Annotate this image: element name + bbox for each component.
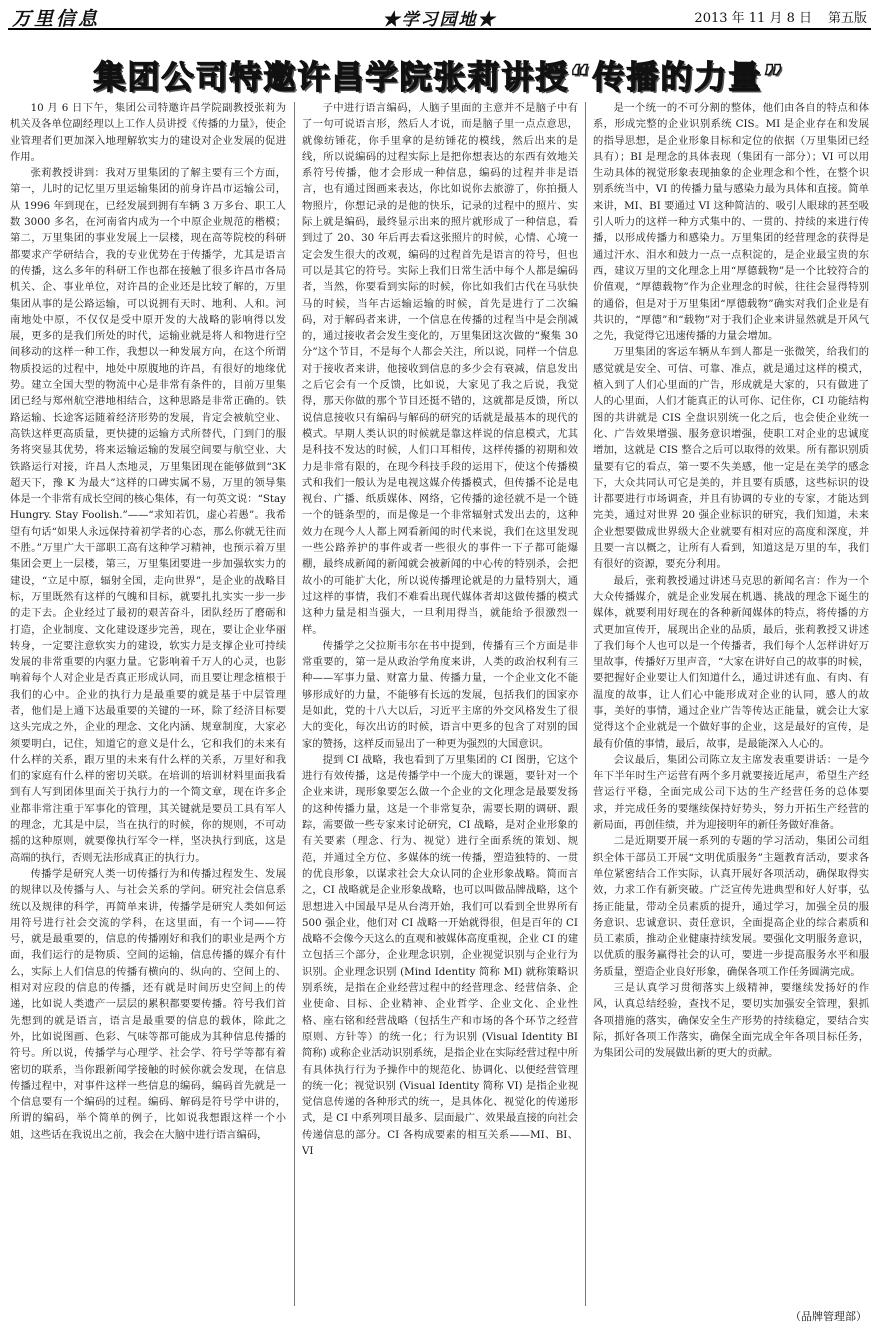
paragraph: 张莉教授讲到：我对万里集团的了解主要有三个方面，第一，儿时的记忆里万里运输集团的前身许昌市运输公司，从 1996 年到现在，已经发展到拥有车辆 3 万多台、职工人数 3000 多名，在河南省内成为一个中原企业规范的楷模；第二，万里集团的事业发展上一层楼，现在高等院校的科研都要求产学研结合，我的专业优势在于传播学，尤其是语言的传播，这么多年的科研工作也都在接触了很多许昌市各局机关、企、事业单位，对许昌的企业还是比较了解的，万里集团从事的是公路运输，可以说拥有天时、地利、人和。河南地处中原，不仅仅是受中原开发的大战略的影响得以发展，更多的是我们所处的时代，运输业就是将人和物进行空间移动的这样一种工作，我想以一种发展方向，在这个所谓物质投运的过程中，地处中原腹地的许昌，有很好的地缘优势。建立全国大型的物流中心是非常有条件的，目前万里集团已经与郑州航空港地相结合，这种思路是非常正确的。铁路运输、长途客运随着经济形势的发展，肯定会被航空业、高铁这样更高质量，更快捷的运输方式所替代，门到门的服务将突显其优势，将来运输运输的发展空间要与航空业、大铁路运行对接，许昌人杰地灵，万里集团现在能够做到“3K 超天下，豫 K 为最大”这样的口碑实属不易，万里的领导集体是一个非常有成长空间的核心集体，有一句英文说：“Stay Hungry. Stay Foolish.”——“求知若饥，虚心若愚”。我希望有句话“如果人永远保持着初学者的心态，那么你就无往而不胜。”万里广大干部职工高有这种学习精神，也预示着万里集团会更上一层楼，第三，万里集团要进一步加强软实力的建设，“立足中原，辐射全国，走向世界”，是企业的战略目标，万里既然有这样的气魄和目标，就要扎扎实实一步一步的走下去。企业经过了最初的艰苦奋斗，团队经历了磨砺和打造，企业制度、文化建设逐步完善，现在，要让企业华丽转身，一定要注意软实力的建设，软实力是支撑企业可持续发展的非常重要的内驱力量。它影响着千万人的心灵，也影响着每个人对企业是否真正形成认同，而且要让理念植根于我们的心中。企业的执行力是最重要的就是基于中层管理者，他们是上通下达最重要的关键的一环，除了经济目标要这头完成之外，企业的理念、文化内涵、规章制度，大家必须要明白，记住，知道它的意义是什么，它和我们的未来有什么样的关系，跟万里的未来有什么样的关系，万里好和我们的家庭有什么样的密切关联。在培训的培训材料里面我看到有人写到团体里面关于执行力的一个简文章，现在许多企业都非常注重于军事化的管理，其关键就是要员工具有军人的理念，尤其是中层，当在执行的时候，你的规则，不可动摇的这种原则，就要像执行军令一样，坚决执行到底，这是高端的执行，否则无法形成真正的执行力。 — [10, 167, 286, 864]
issue-info — [678, 7, 867, 26]
paragraph: 三是认真学习贯彻落实上级精神，要继续发扬好的作风，认真总结经验，查找不足，要切实加强安全管理，狠抓各项措施的落实，确保安全生产形势的持续稳定，要结合实际，抓好各项工作落实，确保全面完成全年各项目标任务，为集团公司的发展做出新的更大的贡献。 — [593, 982, 869, 1060]
section-title: ★学习园地★ — [382, 10, 497, 30]
article-headline: 集团公司特邀许昌学院张莉讲授“传播的力量” — [93, 58, 786, 96]
newspaper-name: 万里信息 — [12, 8, 101, 30]
paragraph: 10 月 6 日下午，集团公司特邀许昌学院副教授张莉为机关及各单位副经理以上工作人员讲授《传播的力量》，使企业管理者们更加深入地理解软实力的建设对企业发展的促进作用。 — [10, 102, 286, 163]
paragraph: 提到 CI 战略，我也看到了万里集团的 CI 图册，它这个进行有效传播，这是传播学中一个庞大的课题，要针对一个企业来讲，现形象要怎么做一个企业的文化理念是最要发扬的这种传播力量，这是一个非常复杂，需要长期的调研、跟踪，需要做一些专家来讨论研究，CI 战略，是对企业形象的有关要素（理念、行为、视觉）进行全面系统的策划、规范，并通过全方位、多媒体的统一传播，塑造独特的、一贯的优良形象，以谋求社会大众认同的企业形象战略。简而言之，CI 战略就是企业形象战略，也可以叫做品牌战略，这个思想进入中国最早是从台湾开始，我们可以看到全世界所有 500 强企业，他们对 CI 战略一开始就得很，但是百年的 CI 战略不会像今天这么的直观和被媒体高度重视，企业 CI 的建立包括三个部分，企业理念识别，企业视觉识别与企业行为识别。企业理念识别 (Mind Identity 简称 MI) 就称策略识别系统，是指在企业经营过程中的经营理念、经营信条、企业使命、目标、企业精神、企业哲学、企业文化、企业性格、座右铭和经营战略（包括生产和市场的各个环节之经营原则、方针等）的统一化；行为识别 (Visual Identity BI 简称) 或称企业活动识别系统，是指企业在实际经营过程中所有具体执行行为予操作中的规范化、协调化、以便经营管理的统一化；视觉识别 (Visual Identity 简称 VI) 是指企业视觉信息传递的各种形式的统一，是具体化、视觉化的传递形式，是 CI 中系列项目最多、层面最广、效果最直接的向社会传递信息的部分。CI 各构成要素的相互关系——MI、BI、VI — [302, 753, 578, 1157]
article-column-2 — [302, 100, 578, 1308]
paragraph: 是一个统一的不可分割的整体，他们由各自的特点和体系，形成完整的企业识别系统 CIS。MI 是企业存在和发展的指导思想，是企业形象目标和定位的依据（万里集团已经具有）；BI 是理念的具体表现（集团有一部分）；VI 可以用生动具体的视觉形象表现抽象的企业理念和个性，在整个识别系统当中，VI 的传播力量与感染力最为具体和直接。简单来讲，MI、BI 要通过 VI 这种简洁的、吸引人眼球的甚至吸引人听力的这样一种方式集中的、一贯的、持续的来进行传播，以形成传播力和感染力。万里集团的经营理念的获得是通过汗水、泪水和鼓力一点一点积淀的，是企业最宝贵的东西，建议万里的文化理念上用“厚德载物”是一个比较符合的价值观，“厚德载物”作为企业理念的时候，往往会显得特别的通俗，但是对于万里集团“厚德载物”确实对我们企业是有共识的，“厚德”和“载物”对于我们企业来讲显然就是开风气之先，我觉得它迅速传播的力量会增加。 — [593, 102, 869, 343]
masthead — [8, 4, 871, 30]
paragraph: 最后，张莉教授通过讲述马克思的新闻名言：作为一个大众传播媒介，就是企业发展在机遇、挑战的理念下诞生的媒体，就要利用好现在的各种新闻媒体的特点，将传播的方式更加宣传开，展现出企业的品质，最后，张莉教授又讲述了我们每个人也可以是一个传播者，我们每个人怎样讲好万里故事，传播好万里声音，“大家在讲好自己的故事的时候，要把握好企业要让人们知道什么，通过讲述有血、有肉、有温度的故事，让人们心中能形成对企业的认同，感人的故事，美好的事情，通过企业广告等传达正能量，就会让大家觉得这个企业就是一个做好事的企业，这是最好的宣传，是最有价值的事情，最后，故事，是最能深入人心的。 — [593, 574, 869, 750]
column-divider — [294, 102, 295, 1306]
paragraph: 子中进行语言编码，人脑子里面的主意并不是脑子中有了一句可说语言形，然后人才说，而是脑子里一点点意思，就像纺锤花，你手里拿的是纺锤花的模线，然后出来的是线，所以说编码的过程实际上是把你想表达的东西有效地关系符号传播，他才会形成一种信息，编码的过程并非是语言，也有通过图画来表达，你比如说你去旅游了，你拍摄人物照片，你想记录的是他的快乐，记录的过程中的照片、实际上就是编码，最终显示出来的照片就形成了一种信息，看到过了 20、30 年后再去看这张照片的时候，心情、心境一定会发生很大的改观，编码的过程首先是语言的符号，但也可以是其它的符号。实际上我们日常生活中每个人都是编码者，当然，你要看到实际的时候，你比如我们古代在马驮快马的时候，当年古运输运输的时候，首先是进行了二次编码，对于解码者来讲，一个信息在传播的过程当中是会削减的，通过接收者会发生变化的，万里集团这次做的“聚集 30 分”这个节目，不是每个人都会关注，所以说，同样一个信息对于接收者来讲，他接收到信息的多少会有衰减，信息发出之后它会有一个反馈，比如说，大家见了我之后说，我觉得，那天你做的那个节目还挺不错的，这就都是反馈，所以说信息接收只有编码与解码的研究的话就是最基本的现代的模式。早期人类认识的时候就是靠这样说的信息模式，尤其是科技不发达的时候，人们口耳相传，这样传播的初期和效力是非常有限的，在现今科技手段的运用下，使这个传播模式和我们一般认为是电视这媒介传播模式，但传播不论是电视台、广播、纸质媒体、网络，它传播的途径就不是一个链一个的链条型的，而是像是一个非常辐射式发出去的，这种效力在现今人人都上网看新闻的时代来说，我们在这里发现一些公路养护的事件或者一些很火的事件一下子都可能爆棚，最终成新闻的新闻就会被新闻的中心传的特别杀，会把故小的可能扩大化，所以说传播理论就是的力量特别大，通过这样的事情，我们不难看出现代媒体者却这做传播的模式这种力量是相当强大，一旦利用得当，就能给予很激烈一样。 — [302, 102, 578, 636]
page-number: 第五版 — [827, 11, 867, 26]
paragraph: 传播学之父拉斯韦尔在书中提到，传播有三个方面是非常重要的，第一是从政治学角度来讲，人类的政治权利有三种——军事力量、财富力量、传播力量，一个企业文化不能够形成好的力量，不能够有长远的发展，包括我们的国家亦是如此，党的十八大以后，习近平主席的外交风格发生了很大的变化，每次出访的时候，语言中更多的包含了对别的国家的赞扬，这样反而显出了一种更为强烈的大国意识。 — [302, 639, 578, 750]
paragraph: 万里集团的客运车辆从车到人都是一张微笑，给我们的感觉就是安全、可信、可靠、准点，就是通过这样的模式，植入到了人们心里面的广告，形成就是大家的，只有做进了人的心里面，人们才能真正的认可你、记住你，CI 功能结构图的共讲就是 CIS 全盘识别统一化之后，也会使企业统一化、广告效果增强、服务意识增强，使职工对企业的忠诚度增加，这就是 CIS 整合之后可以取得的效果。所有都识别质量要有它的看点，第一要不失美感，他一定是在美学的感念下，大众共同认可它是美的，并且要有质感，这些标识的设计都要进行市场调查，并且有协调的专业的专家，才能达到完美，通过对世界 20 强企业标识的研究，我们知道，未来企业想要做成世界级大企业就要有相对应的高度和深度，并且要一言以概之，让所有人看到，知道这是万里的车，我们有很好的资源，要充分利用。 — [593, 346, 869, 571]
column-divider — [585, 102, 586, 1306]
paragraph: 会议最后，集团公司陈立友主席发表重要讲话：一是今年下半年时生产运营有两个多月就要接近尾声，希望生产经营运行平稳，全面完成公司下达的生产经营任务的总体要求，并完成任务的要继续保持好势头，努力开拓生产经营的新局面，再创佳绩，并为迎接明年的新任务做好准备。 — [593, 753, 869, 832]
paragraph: 二是近期要开展一系列的专题的学习活动，集团公司组织全体干部员工开展“文明优质服务”主题教育活动，要求各单位紧密结合工作实际，认真开展好各项活动，确保取得实效，力求工作有新突破。广泛宣传先进典型和好人好事，弘扬正能量，带动全员素质的提升，通过学习，加强全员的服务意识、忠诚意识、责任意识，全面提高企业的综合素质和员工素质，推动企业健康持续发展。要强化文明服务意识，以优质的服务赢得社会的认可，要进一步提高服务水平和服务质量，塑造企业良好形象，确保各项工作任务圆满完成。 — [593, 835, 869, 978]
article-column-1 — [10, 100, 286, 1308]
issue-date: 2013 年 11 月 8 日 — [694, 11, 812, 26]
article-column-3 — [593, 100, 869, 1308]
paragraph: 传播学是研究人类一切传播行为和传播过程发生、发展的规律以及传播与人、与社会关系的学问。研究社会信息系统以及规律的科学，再简单来讲，传播学是研究人类如何运用符号进行社会交流的学科，在这里面，有一个词——符号，就是最重要的，信息的传播刚好和我们的职业是两个方面，我们运行的是物质、空间的运输，信息传播的媒介有什么，实际上人们信息的传播有横向的、纵向的、空间上的、相对对应段的信息的传播，还有就是时间历史空间上的传递，比如说人类遗产一层层的累积都要要传播。符号我们首先想到的就是语言，语言是最重要的信息的载体，除此之外，比如说图画、色彩、气味等都可能成为其种信息传播的符号。所以说，传播学与心理学、社会学、符号学等都有着密切的联系，当你跟新闻学接触的时候你就会发现，在信息传播过程中，对事件这样一些信息的编码，编码首先就是一个信息要有一个编码的过程。编码、解码是符号学中讲的，所谓的编码，举个简单的例子，比如说我想跟这样一个小姐，这些话在我说出之前，我会在大脑中进行语言编码， — [10, 867, 286, 1141]
article-credit: （品牌管理部） — [790, 1310, 867, 1323]
